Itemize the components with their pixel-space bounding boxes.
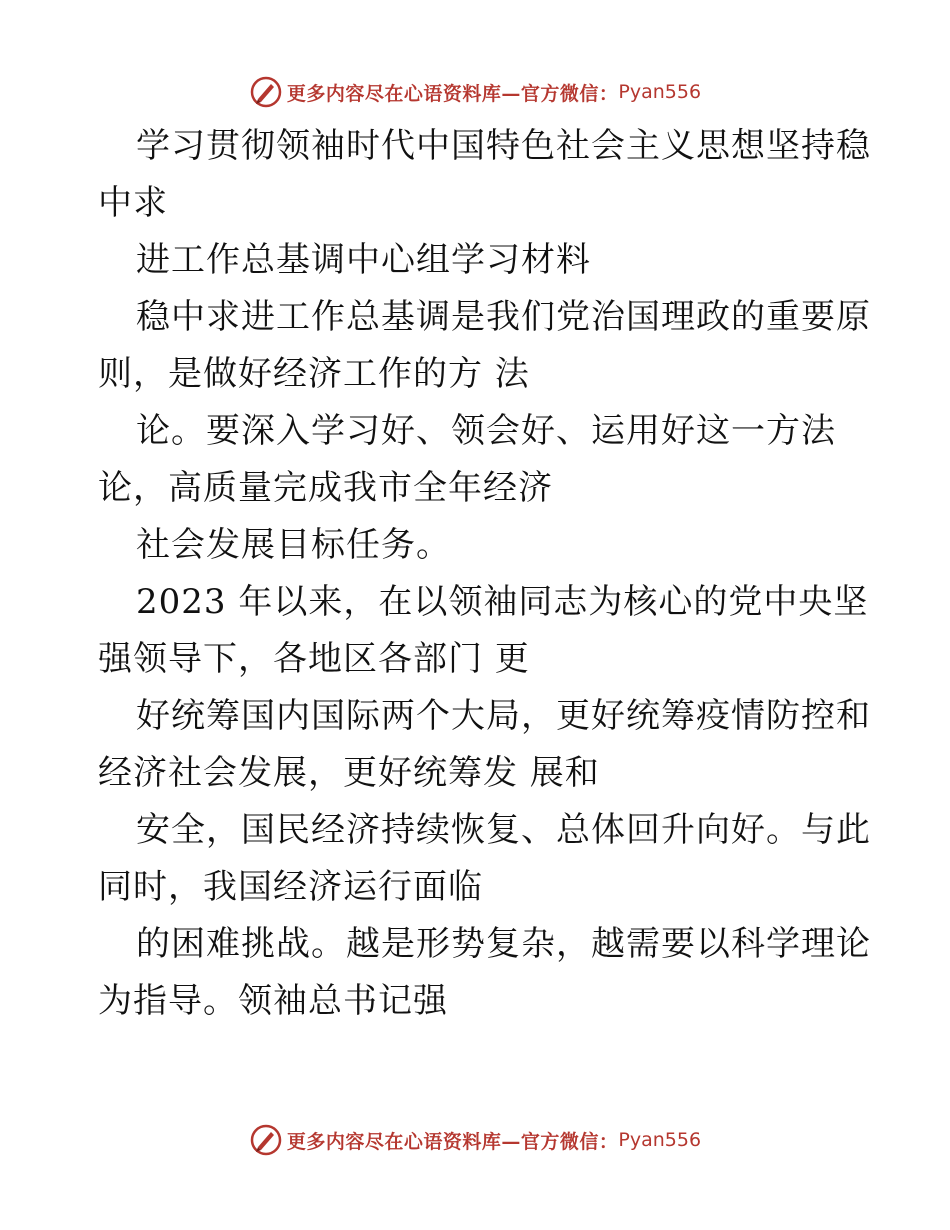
banner-wechat-id: Pyan556 [618,81,702,103]
document-body [98,118,871,1030]
pen-logo-icon [249,75,283,109]
text-line-6: 论。要深入学习好、领会好、运用好这一方法 [136,411,836,451]
text-line-15: 的困难挑战。越是形势复杂，越需要以科学理论 [136,924,871,964]
text-line-11: 好统筹国内国际两个大局，更好统筹疫情防控和 [136,696,871,736]
text-line-5: 则，是做好经济工作的方 法 [98,354,530,394]
text-line-4: 稳中求进工作总基调是我们党治国理政的重要原 [136,297,871,337]
text-line-10: 强领导下，各地区各部门 更 [98,639,530,679]
text-line-8: 社会发展目标任务。 [136,525,451,565]
footer-watermark-banner [0,1120,950,1160]
pen-logo-icon [249,1123,283,1157]
text-line-3: 进工作总基调中心组学习材料 [136,240,591,280]
text-line-9: 2023 年以来，在以领袖同志为核心的党中央坚 [136,582,869,622]
text-line-16: 为指导。领袖总书记强 [98,981,448,1021]
header-watermark-banner [0,72,950,112]
banner-text: 更多内容尽在心语资料库—官方微信： [286,82,619,105]
text-line-12: 经济社会发展，更好统筹发 展和 [98,753,600,793]
text-line-13: 安全，国民经济持续恢复、总体回升向好。与此 [136,810,871,850]
text-line-1: 学习贯彻领袖时代中国特色社会主义思想坚持稳 [136,126,871,166]
text-line-7: 论，高质量完成我市全年经济 [98,468,553,508]
text-line-14: 同时，我国经济运行面临 [98,867,483,907]
text-line-2: 中求 [98,183,168,223]
banner-wechat-id: Pyan556 [618,1129,702,1151]
banner-text: 更多内容尽在心语资料库—官方微信： [286,1130,619,1153]
